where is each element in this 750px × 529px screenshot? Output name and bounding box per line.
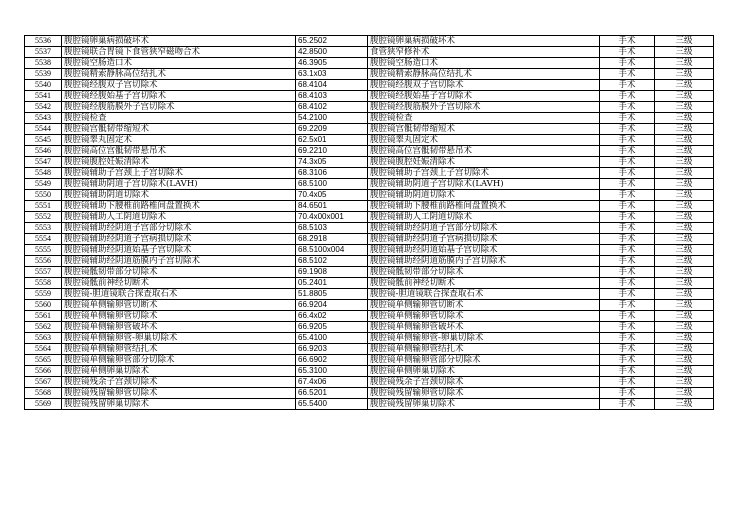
procedure-name: 腹腔镜空肠造口术 [62, 58, 296, 69]
table-row [25, 124, 714, 135]
procedure-type: 手术 [600, 278, 655, 289]
procedure-type: 手术 [600, 179, 655, 190]
procedure-code: 70.4x05 [296, 190, 368, 201]
table-row [25, 36, 714, 47]
procedure-type: 手术 [600, 212, 655, 223]
standard-procedure-name: 腹腔镜辅助经阴道子宫病损切除术 [368, 234, 600, 245]
procedure-level: 三级 [655, 366, 714, 377]
procedure-code: 46.3905 [296, 58, 368, 69]
procedure-level: 三级 [655, 300, 714, 311]
row-number: 5542 [25, 102, 62, 113]
procedure-level: 三级 [655, 102, 714, 113]
procedure-code: 65.5400 [296, 399, 368, 410]
procedure-name: 腹腔镜卵巢病损破坏术 [62, 36, 296, 47]
table-row [25, 377, 714, 388]
standard-procedure-name: 腹腔镜残留卵巢切除术 [368, 399, 600, 410]
row-number: 5555 [25, 245, 62, 256]
procedure-level: 三级 [655, 278, 714, 289]
procedure-level: 三级 [655, 212, 714, 223]
procedure-level: 三级 [655, 113, 714, 124]
row-number: 5537 [25, 47, 62, 58]
procedure-name: 腹腔镜经腹筋膜外子宫切除术 [62, 102, 296, 113]
standard-procedure-name: 腹腔镜辅助经阴道子宫部分切除术 [368, 223, 600, 234]
table-row [25, 234, 714, 245]
procedure-type: 手术 [600, 377, 655, 388]
standard-procedure-name: 腹腔镜单侧输卵管结扎术 [368, 344, 600, 355]
standard-procedure-name: 腹腔镜辅助人工阴道切除术 [368, 212, 600, 223]
standard-procedure-name: 腹腔镜辅助经阴道始基子宫切除术 [368, 245, 600, 256]
procedure-type: 手术 [600, 113, 655, 124]
procedure-code: 74.3x05 [296, 157, 368, 168]
standard-procedure-name: 腹腔镜单侧输卵管切除术 [368, 311, 600, 322]
row-number: 5554 [25, 234, 62, 245]
procedure-code: 66.9205 [296, 322, 368, 333]
procedure-code: 68.4103 [296, 91, 368, 102]
standard-procedure-name: 腹腔镜辅助阴道切除术 [368, 190, 600, 201]
procedure-name: 腹腔镜残留卵巢切除术 [62, 399, 296, 410]
procedure-level: 三级 [655, 377, 714, 388]
procedure-level: 三级 [655, 146, 714, 157]
procedure-type: 手术 [600, 344, 655, 355]
procedure-code: 68.5102 [296, 256, 368, 267]
row-number: 5547 [25, 157, 62, 168]
procedure-name: 腹腔镜腹腔妊娠清除术 [62, 157, 296, 168]
table-row [25, 69, 714, 80]
procedure-name: 腹腔镜辅助经阴道子宫病损切除术 [62, 234, 296, 245]
standard-procedure-name: 腹腔镜骶前神经切断术 [368, 278, 600, 289]
table-row [25, 80, 714, 91]
standard-procedure-name: 腹腔镜睾丸固定术 [368, 135, 600, 146]
standard-procedure-name: 腹腔镜空肠造口术 [368, 58, 600, 69]
standard-procedure-name: 腹腔镜单侧卵巢切除术 [368, 366, 600, 377]
procedure-name: 腹腔镜辅助下腰椎前路椎间盘置换术 [62, 201, 296, 212]
procedure-code: 65.4100 [296, 333, 368, 344]
row-number: 5567 [25, 377, 62, 388]
table-row [25, 278, 714, 289]
row-number: 5562 [25, 322, 62, 333]
procedure-type: 手术 [600, 201, 655, 212]
procedure-name: 腹腔镜辅助经阴道始基子宫切除术 [62, 245, 296, 256]
procedure-code: 68.5100x004 [296, 245, 368, 256]
procedure-type: 手术 [600, 102, 655, 113]
procedure-level: 三级 [655, 80, 714, 91]
procedure-type: 手术 [600, 223, 655, 234]
standard-procedure-name: 腹腔镜高位宫骶韧带悬吊术 [368, 146, 600, 157]
standard-procedure-name: 腹腔镜辅助经阴道筋膜内子宫切除术 [368, 256, 600, 267]
procedure-level: 三级 [655, 344, 714, 355]
procedure-code: 66.4x02 [296, 311, 368, 322]
procedure-type: 手术 [600, 289, 655, 300]
standard-procedure-name: 腹腔镜检查 [368, 113, 600, 124]
procedure-code: 65.3100 [296, 366, 368, 377]
table-row [25, 355, 714, 366]
standard-procedure-name: 腹腔镜单侧输卵管-卵巢切除术 [368, 333, 600, 344]
procedure-level: 三级 [655, 190, 714, 201]
standard-procedure-name: 腹腔镜辅助阴道子宫切除术(LAVH) [368, 179, 600, 190]
procedure-name: 腹腔镜单侧输卵管部分切除术 [62, 355, 296, 366]
procedure-level: 三级 [655, 168, 714, 179]
procedure-code: 68.4104 [296, 80, 368, 91]
procedure-name: 腹腔镜骶韧带部分切除术 [62, 267, 296, 278]
procedure-name: 腹腔镜辅助经阴道筋膜内子宫切除术 [62, 256, 296, 267]
row-number: 5568 [25, 388, 62, 399]
procedure-type: 手术 [600, 58, 655, 69]
procedure-type: 手术 [600, 91, 655, 102]
procedure-code: 66.9204 [296, 300, 368, 311]
procedure-level: 三级 [655, 36, 714, 47]
procedure-code: 70.4x00x001 [296, 212, 368, 223]
table-row [25, 102, 714, 113]
standard-procedure-name: 腹腔镜-胆道镜联合探查取石术 [368, 289, 600, 300]
procedure-name: 腹腔镜单侧输卵管-卵巢切除术 [62, 333, 296, 344]
procedure-code: 68.2918 [296, 234, 368, 245]
procedure-type: 手术 [600, 311, 655, 322]
row-number: 5553 [25, 223, 62, 234]
procedure-name: 腹腔镜残留输卵管切除术 [62, 388, 296, 399]
row-number: 5561 [25, 311, 62, 322]
procedure-name: 腹腔镜辅助人工阴道切除术 [62, 212, 296, 223]
standard-procedure-name: 腹腔镜单侧输卵管破坏术 [368, 322, 600, 333]
procedure-name: 腹腔镜辅助经阴道子宫部分切除术 [62, 223, 296, 234]
table-row [25, 168, 714, 179]
procedure-level: 三级 [655, 201, 714, 212]
procedure-code: 66.6902 [296, 355, 368, 366]
procedure-name: 腹腔镜宫骶韧带缩短术 [62, 124, 296, 135]
procedure-code: 68.5100 [296, 179, 368, 190]
row-number: 5556 [25, 256, 62, 267]
procedure-code: 66.5201 [296, 388, 368, 399]
row-number: 5569 [25, 399, 62, 410]
procedure-type: 手术 [600, 322, 655, 333]
table-row [25, 91, 714, 102]
procedure-level: 三级 [655, 245, 714, 256]
procedure-type: 手术 [600, 168, 655, 179]
procedure-name: 腹腔镜单侧卵巢切除术 [62, 366, 296, 377]
procedure-name: 腹腔镜检查 [62, 113, 296, 124]
table-row [25, 58, 714, 69]
procedure-code: 84.6501 [296, 201, 368, 212]
standard-procedure-name: 腹腔镜宫骶韧带缩短术 [368, 124, 600, 135]
standard-procedure-name: 腹腔镜单侧输卵管切断术 [368, 300, 600, 311]
standard-procedure-name: 腹腔镜精索静脉高位结扎术 [368, 69, 600, 80]
row-number: 5538 [25, 58, 62, 69]
procedure-level: 三级 [655, 322, 714, 333]
procedure-type: 手术 [600, 388, 655, 399]
table-row [25, 333, 714, 344]
standard-procedure-name: 食管狭窄修补术 [368, 47, 600, 58]
procedure-code: 68.5103 [296, 223, 368, 234]
procedure-table [24, 35, 714, 410]
procedure-level: 三级 [655, 58, 714, 69]
row-number: 5536 [25, 36, 62, 47]
row-number: 5545 [25, 135, 62, 146]
standard-procedure-name: 腹腔镜经腹始基子宫切除术 [368, 91, 600, 102]
procedure-level: 三级 [655, 223, 714, 234]
procedure-code: 68.4102 [296, 102, 368, 113]
procedure-level: 三级 [655, 333, 714, 344]
procedure-level: 三级 [655, 91, 714, 102]
procedure-type: 手术 [600, 36, 655, 47]
table-row [25, 212, 714, 223]
standard-procedure-name: 腹腔镜残留输卵管切除术 [368, 388, 600, 399]
procedure-level: 三级 [655, 135, 714, 146]
procedure-name: 腹腔镜单侧输卵管结扎术 [62, 344, 296, 355]
row-number: 5539 [25, 69, 62, 80]
row-number: 5563 [25, 333, 62, 344]
procedure-type: 手术 [600, 157, 655, 168]
procedure-name: 腹腔镜骶前神经切断术 [62, 278, 296, 289]
standard-procedure-name: 腹腔镜经腹双子宫切除术 [368, 80, 600, 91]
table-row [25, 223, 714, 234]
row-number: 5566 [25, 366, 62, 377]
table-row [25, 344, 714, 355]
procedure-level: 三级 [655, 311, 714, 322]
table-row [25, 190, 714, 201]
row-number: 5565 [25, 355, 62, 366]
procedure-type: 手术 [600, 80, 655, 91]
procedure-name: 腹腔镜单侧输卵管切断术 [62, 300, 296, 311]
standard-procedure-name: 腹腔镜腹腔妊娠清除术 [368, 157, 600, 168]
procedure-type: 手术 [600, 234, 655, 245]
procedure-level: 三级 [655, 289, 714, 300]
row-number: 5546 [25, 146, 62, 157]
procedure-level: 三级 [655, 256, 714, 267]
procedure-type: 手术 [600, 300, 655, 311]
procedure-code: 54.2100 [296, 113, 368, 124]
row-number: 5541 [25, 91, 62, 102]
procedure-code: 66.9203 [296, 344, 368, 355]
table-row [25, 256, 714, 267]
procedure-type: 手术 [600, 47, 655, 58]
row-number: 5550 [25, 190, 62, 201]
table-row [25, 179, 714, 190]
procedure-code: 63.1x03 [296, 69, 368, 80]
row-number: 5548 [25, 168, 62, 179]
row-number: 5540 [25, 80, 62, 91]
procedure-name: 腹腔镜经腹双子宫切除术 [62, 80, 296, 91]
procedure-level: 三级 [655, 124, 714, 135]
procedure-name: 腹腔镜-胆道镜联合探查取石术 [62, 289, 296, 300]
procedure-code: 62.5x01 [296, 135, 368, 146]
procedure-name: 腹腔镜经腹始基子宫切除术 [62, 91, 296, 102]
procedure-type: 手术 [600, 256, 655, 267]
procedure-level: 三级 [655, 47, 714, 58]
procedure-code: 67.4x06 [296, 377, 368, 388]
procedure-type: 手术 [600, 69, 655, 80]
procedure-level: 三级 [655, 399, 714, 410]
procedure-name: 腹腔镜单侧输卵管切除术 [62, 311, 296, 322]
procedure-type: 手术 [600, 245, 655, 256]
procedure-name: 腹腔镜单侧输卵管破坏术 [62, 322, 296, 333]
table-row [25, 399, 714, 410]
procedure-code: 69.2210 [296, 146, 368, 157]
procedure-name: 腹腔镜辅助阴道切除术 [62, 190, 296, 201]
table-row [25, 201, 714, 212]
table-row [25, 135, 714, 146]
row-number: 5558 [25, 278, 62, 289]
row-number: 5557 [25, 267, 62, 278]
row-number: 5543 [25, 113, 62, 124]
procedure-type: 手术 [600, 399, 655, 410]
procedure-code: 69.2209 [296, 124, 368, 135]
table-row [25, 113, 714, 124]
procedure-name: 腹腔镜残余子宫颈切除术 [62, 377, 296, 388]
procedure-type: 手术 [600, 146, 655, 157]
table-row [25, 388, 714, 399]
procedure-name: 腹腔镜辅助子宫颈上子宫切除术 [62, 168, 296, 179]
table-row [25, 289, 714, 300]
procedure-code: 65.2502 [296, 36, 368, 47]
standard-procedure-name: 腹腔镜辅助下腰椎前路椎间盘置换术 [368, 201, 600, 212]
procedure-code: 42.8500 [296, 47, 368, 58]
standard-procedure-name: 腹腔镜残余子宫颈切除术 [368, 377, 600, 388]
procedure-name: 腹腔镜睾丸固定术 [62, 135, 296, 146]
table-row [25, 47, 714, 58]
table-row [25, 322, 714, 333]
table-row [25, 245, 714, 256]
procedure-type: 手术 [600, 267, 655, 278]
row-number: 5552 [25, 212, 62, 223]
standard-procedure-name: 腹腔镜单侧输卵管部分切除术 [368, 355, 600, 366]
standard-procedure-name: 腹腔镜卵巢病损破坏术 [368, 36, 600, 47]
procedure-level: 三级 [655, 355, 714, 366]
procedure-name: 腹腔镜辅助阴道子宫切除术(LAVH) [62, 179, 296, 190]
procedure-name: 腹腔镜高位宫骶韧带悬吊术 [62, 146, 296, 157]
procedure-type: 手术 [600, 355, 655, 366]
table-row [25, 366, 714, 377]
procedure-name: 腹腔镜联合胃镜下食管狭窄磁吻合术 [62, 47, 296, 58]
procedure-type: 手术 [600, 135, 655, 146]
standard-procedure-name: 腹腔镜骶韧带部分切除术 [368, 267, 600, 278]
procedure-code: 69.1908 [296, 267, 368, 278]
procedure-name: 腹腔镜精索静脉高位结扎术 [62, 69, 296, 80]
procedure-level: 三级 [655, 69, 714, 80]
table-row [25, 146, 714, 157]
procedure-type: 手术 [600, 190, 655, 201]
table-row [25, 300, 714, 311]
standard-procedure-name: 腹腔镜辅助子宫颈上子宫切除术 [368, 168, 600, 179]
procedure-type: 手术 [600, 366, 655, 377]
row-number: 5560 [25, 300, 62, 311]
row-number: 5544 [25, 124, 62, 135]
procedure-type: 手术 [600, 333, 655, 344]
row-number: 5551 [25, 201, 62, 212]
standard-procedure-name: 腹腔镜经腹筋膜外子宫切除术 [368, 102, 600, 113]
procedure-level: 三级 [655, 388, 714, 399]
procedure-level: 三级 [655, 267, 714, 278]
procedure-level: 三级 [655, 157, 714, 168]
procedure-type: 手术 [600, 124, 655, 135]
table-row [25, 311, 714, 322]
table-row [25, 267, 714, 278]
procedure-code: 05.2401 [296, 278, 368, 289]
procedure-code: 51.8805 [296, 289, 368, 300]
table-body [25, 36, 714, 410]
table-row [25, 157, 714, 168]
row-number: 5564 [25, 344, 62, 355]
procedure-level: 三级 [655, 234, 714, 245]
procedure-level: 三级 [655, 179, 714, 190]
row-number: 5559 [25, 289, 62, 300]
procedure-code: 68.3106 [296, 168, 368, 179]
row-number: 5549 [25, 179, 62, 190]
